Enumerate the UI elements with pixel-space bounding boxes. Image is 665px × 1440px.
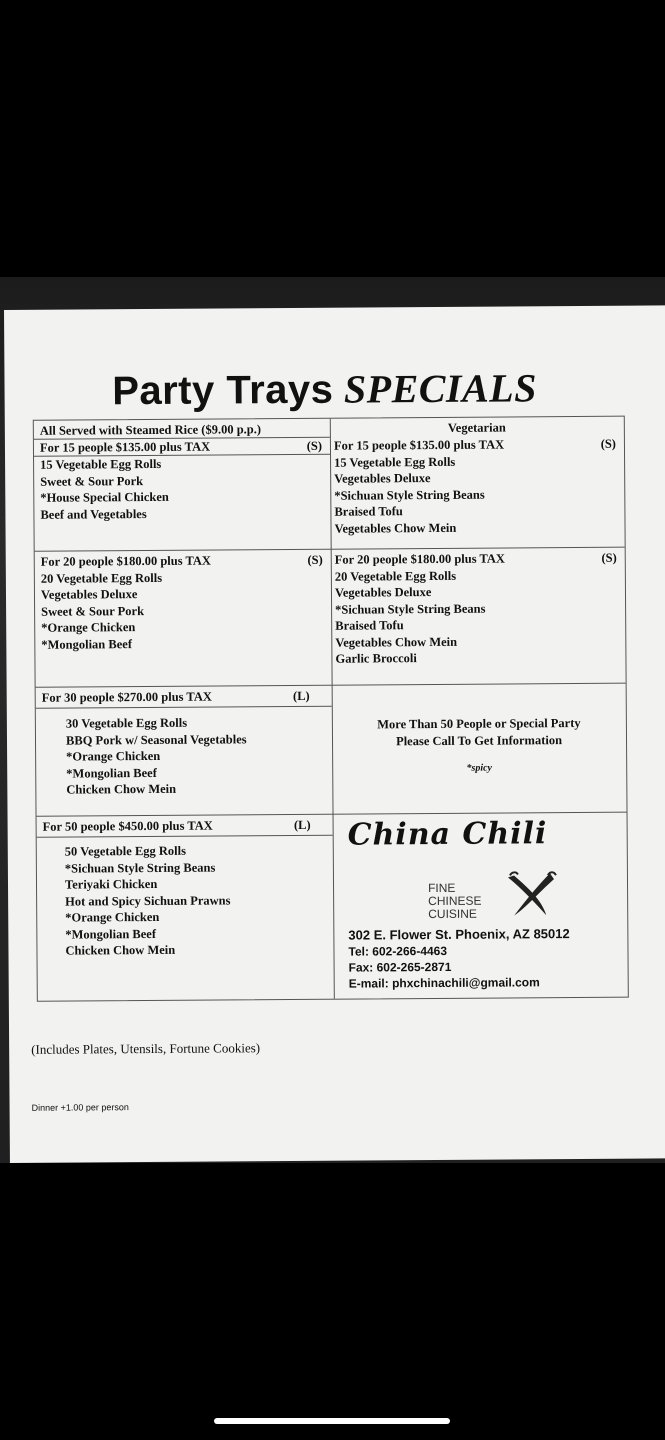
tagline-line: FINE [427,880,456,896]
menu-item: *Mongolian Beef [66,765,157,781]
menu-item: Vegetables Deluxe [40,587,138,602]
address: 302 E. Flower St. Phoenix, AZ 85012 [348,926,570,943]
veg-20-header-row [335,550,617,568]
veg-tray-20 [335,550,618,667]
tray-50-size: (L) [293,817,311,832]
menu-item: 15 Vegetable Egg Rolls [40,456,162,472]
veg-15-header: For 15 people $135.00 plus TAX [333,437,505,453]
special-party-line1: More Than 50 People or Special Party [377,715,581,732]
menu-item: Vegetables Chow Mein [335,634,458,650]
menu-item: Vegetables Chow Mein [334,520,457,536]
veg-tray-15 [334,436,617,537]
tray-15-items [40,455,322,523]
includes-note: (Includes Plates, Utensils, Fortune Cookies) [31,1040,261,1057]
restaurant-tagline [428,882,482,921]
tray-20-regular [41,552,324,653]
home-indicator[interactable] [214,1418,450,1424]
restaurant-logo: China Chili [347,816,548,853]
menu-item: Sweet & Sour Pork [40,473,144,489]
contact-info [348,926,570,992]
fax: Fax: 602-265-2871 [348,959,452,975]
menu-item: *Orange Chicken [65,909,160,925]
row-line [37,835,333,838]
photo [0,277,665,1163]
tray-30-header-row [42,688,310,706]
tray-30-items [66,714,327,798]
menu-item: Braised Tofu [334,504,403,519]
special-party-note [336,715,622,778]
email: E-mail: phxchinachili@gmail.com [348,975,540,991]
menu-item: 30 Vegetable Egg Rolls [65,715,188,731]
menu-item: 50 Vegetable Egg Rolls [64,843,187,859]
special-party-line2: Please Call To Get Information [395,732,563,748]
dinner-note: Dinner +1.00 per person [31,1102,129,1113]
tray-30-header: For 30 people $270.00 plus TAX [41,689,212,705]
menu-item: BBQ Pork w/ Seasonal Vegetables [65,731,247,748]
menu-item: *Mongolian Beef [41,636,133,652]
menu-item: *Orange Chicken [41,620,136,635]
tray-20-size: (S) [307,552,323,567]
menu-item: Braised Tofu [335,618,404,633]
title-plain: Party Trays [112,367,334,414]
tray-15-size: (S) [306,438,323,453]
menu-item: Sweet & Sour Pork [41,603,145,619]
menu-item: *Mongolian Beef [65,926,157,942]
tray-30-size: (L) [292,688,310,703]
spicy-note: *spicy [466,762,493,774]
menu-item: Vegetables Deluxe [334,585,432,600]
menu-item: 15 Vegetable Egg Rolls [334,454,456,470]
menu-item: *House Special Chicken [40,489,169,505]
tray-20-header-row [41,552,323,570]
veg-15-size: (S) [600,436,616,451]
menu-item: Teriyaki Chicken [64,876,158,892]
menu-item: Vegetables Deluxe [334,471,431,486]
tray-20-header: For 20 people $180.00 plus TAX [40,553,211,569]
phone: Tel: 602-266-4463 [348,943,448,959]
menu-item: Garlic Broccoli [335,651,417,666]
title-italic: SPECIALS [343,365,538,412]
row-line [36,706,332,709]
vegetarian-label: Vegetarian [447,420,506,435]
tray-50-items [65,842,326,959]
menu-title [4,364,644,415]
chili-pepper-icon [500,871,558,919]
tray-50-header: For 50 people $450.00 plus TAX [42,818,213,834]
menu-item: 20 Vegetable Egg Rolls [334,568,457,584]
tray-15-header: For 15 people $135.00 plus TAX [39,439,211,455]
menu-item: 20 Vegetable Egg Rolls [40,570,163,586]
menu-item: Chicken Chow Mein [66,781,177,797]
veg-20-header: For 20 people $180.00 plus TAX [334,551,505,567]
veg-15-header-row [334,436,616,454]
menu-item: *Sichuan Style String Beans [64,860,216,876]
menu-sheet [4,305,665,1163]
tray-50-header-row [43,817,311,835]
tagline-line: CHINESE [428,893,482,909]
menu-item: *Sichuan Style String Beans [334,487,485,503]
menu-item: Beef and Vegetables [40,506,147,522]
tagline-line: CUISINE [428,906,477,922]
veg-20-size: (S) [601,550,617,565]
menu-item: Hot and Spicy Sichuan Prawns [65,892,231,909]
menu-item: *Sichuan Style String Beans [335,601,486,617]
menu-item: *Orange Chicken [66,748,161,764]
rice-note: All Served with Steamed Rice ($9.00 p.p.) [39,422,262,438]
menu-item: Chicken Chow Mein [65,942,176,958]
